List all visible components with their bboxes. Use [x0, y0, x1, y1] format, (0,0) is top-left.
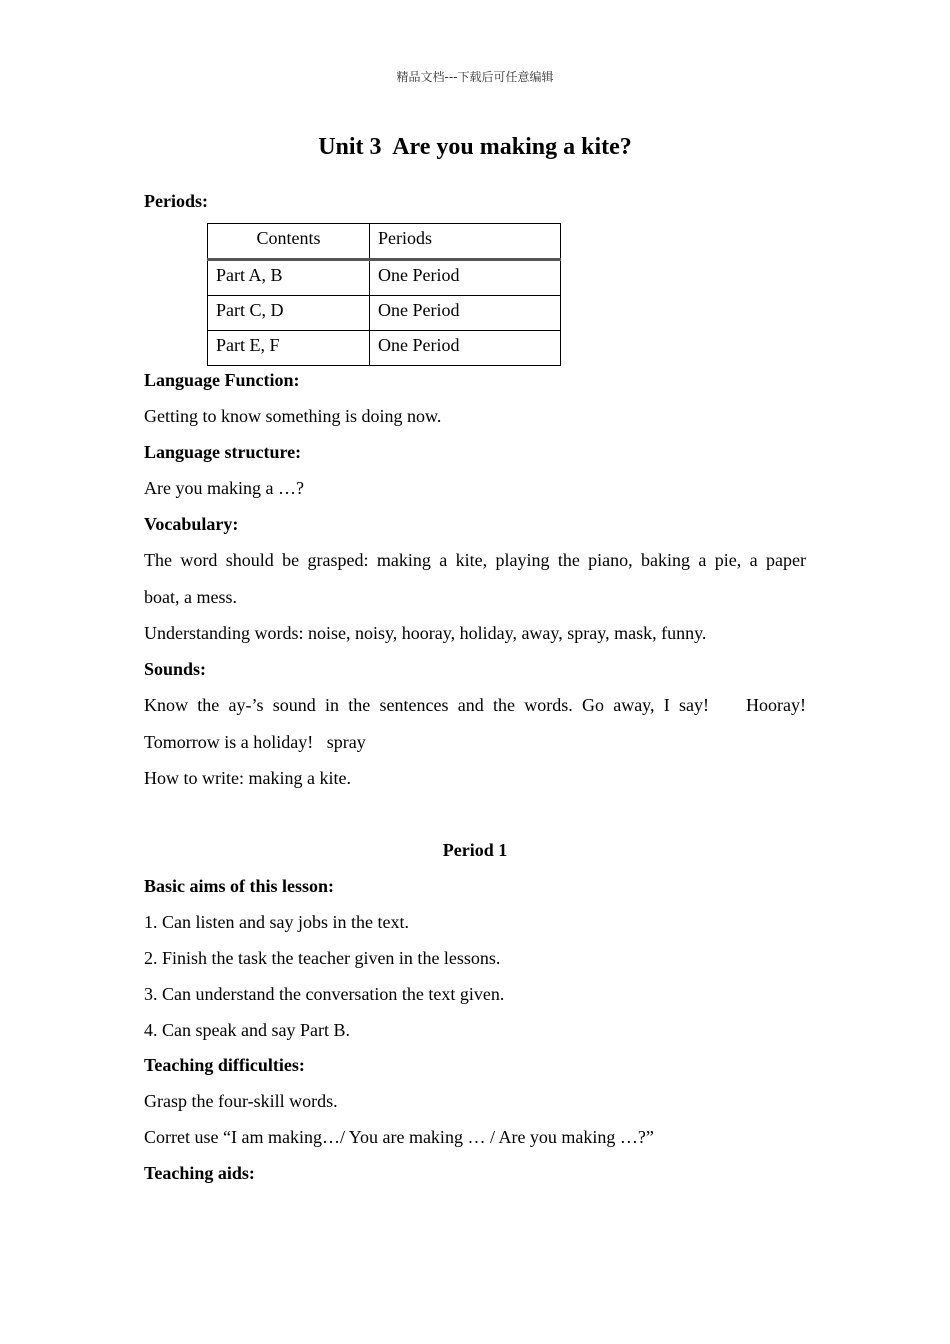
periods-label: Periods:: [144, 191, 208, 211]
table-header-row: [208, 224, 561, 260]
page-header: 精品文档---下载后可任意编辑: [396, 70, 554, 84]
table-header-cell: Periods: [370, 224, 561, 260]
teaching-aids-label: Teaching aids:: [144, 1163, 255, 1183]
aim-item: 3. Can understand the conversation the text given.: [144, 984, 505, 1004]
basic-aims-label: Basic aims of this lesson:: [144, 876, 335, 896]
sounds-line-3: How to write: making a kite.: [144, 768, 351, 788]
language-function-text: Getting to know something is doing now.: [144, 406, 442, 426]
sounds-label: Sounds:: [144, 659, 207, 679]
page-title: Unit 3 Are you making a kite?: [318, 134, 632, 160]
sounds-line-1: Know the ay-’s sound in the sentences and the words. Go away, I say! Hooray!: [144, 695, 806, 715]
language-structure-label: Language structure:: [144, 442, 302, 462]
vocabulary-line-2: boat, a mess.: [144, 587, 237, 607]
table-header-cell: Contents: [208, 224, 370, 260]
language-function-label: Language Function:: [144, 370, 300, 390]
difficulty-item: Corret use “I am making…/ You are making … / Are you making …?”: [144, 1127, 654, 1147]
difficulty-item: Grasp the four-skill words.: [144, 1091, 338, 1111]
aim-item: 1. Can listen and say jobs in the text.: [144, 912, 409, 932]
periods-table: [207, 223, 561, 366]
table-cell: Part C, D: [208, 296, 370, 331]
table-row: [208, 296, 561, 331]
vocabulary-line-1: The word should be grasped: making a kite, playing the piano, baking a pie, a paper: [144, 550, 806, 570]
table-row: [208, 260, 561, 296]
table-cell: Part A, B: [208, 260, 370, 296]
teaching-difficulties-label: Teaching difficulties:: [144, 1055, 305, 1075]
table-cell: One Period: [370, 331, 561, 366]
table-row: [208, 331, 561, 366]
table-cell: Part E, F: [208, 331, 370, 366]
aim-item: 2. Finish the task the teacher given in the lessons.: [144, 948, 501, 968]
aim-item: 4. Can speak and say Part B.: [144, 1020, 350, 1040]
period-1-heading: Period 1: [442, 840, 508, 860]
table-cell: One Period: [370, 296, 561, 331]
table-cell: One Period: [370, 260, 561, 296]
language-structure-text: Are you making a …?: [144, 478, 304, 498]
vocabulary-label: Vocabulary:: [144, 514, 239, 534]
sounds-line-2: Tomorrow is a holiday! spray: [144, 732, 366, 752]
vocabulary-line-3: Understanding words: noise, noisy, hooray, holiday, away, spray, mask, funny.: [144, 623, 707, 643]
